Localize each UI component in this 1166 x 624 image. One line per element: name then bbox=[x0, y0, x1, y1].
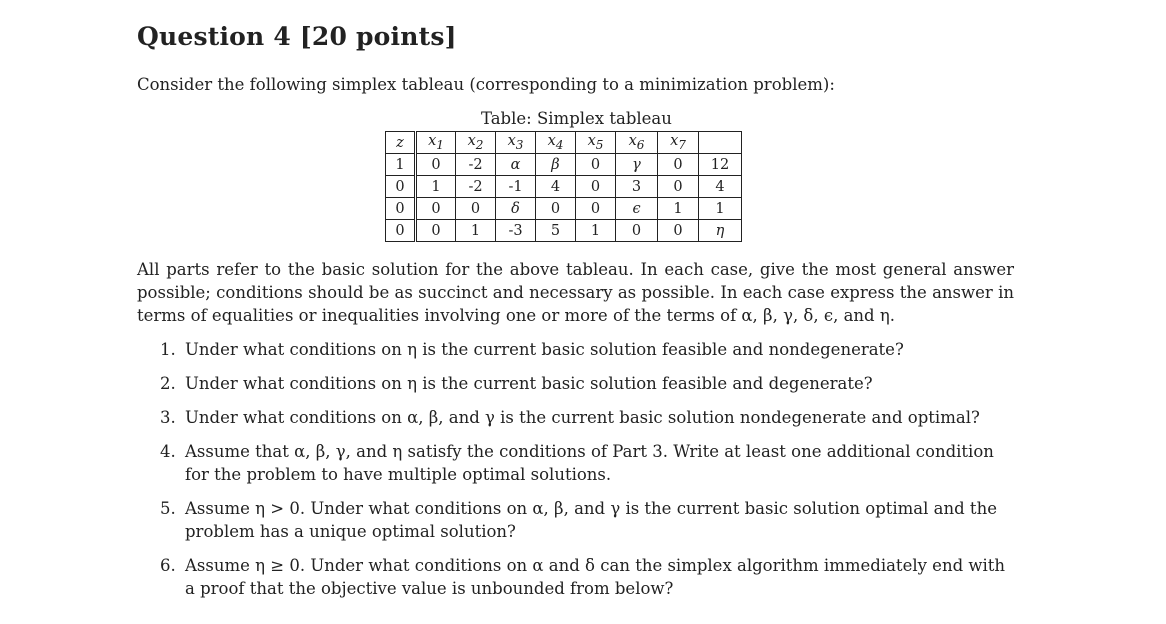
question-number: 4. bbox=[160, 442, 176, 461]
table-cell: 0 bbox=[416, 198, 456, 220]
question-number: 5. bbox=[160, 499, 176, 518]
table-cell: 0 bbox=[658, 154, 699, 176]
table-cell: 0 bbox=[658, 176, 699, 198]
table-cell: ϵ bbox=[616, 198, 658, 220]
table-cell: -1 bbox=[496, 176, 536, 198]
table-cell: 3 bbox=[616, 176, 658, 198]
table-cell: 1 bbox=[576, 220, 616, 242]
table-cell: 12 bbox=[699, 154, 742, 176]
table-cell: 0 bbox=[576, 176, 616, 198]
table-cell: 4 bbox=[536, 176, 576, 198]
table-caption: Table: Simplex tableau bbox=[481, 109, 672, 128]
table-cell: 1 bbox=[456, 220, 496, 242]
table-cell: 0 bbox=[386, 176, 416, 198]
table-cell: 0 bbox=[386, 220, 416, 242]
table-cell: 0 bbox=[536, 198, 576, 220]
table-cell: -2 bbox=[456, 176, 496, 198]
header-sub-x3: 3 bbox=[515, 137, 524, 152]
table-row bbox=[386, 220, 742, 242]
table-cell: -2 bbox=[456, 154, 496, 176]
question-number: 3. bbox=[160, 408, 176, 427]
question-text: Under what conditions on α, β, and γ is the current basic solution nondegenerate and optimal? bbox=[185, 408, 980, 427]
question-text: Assume η > 0. Under what conditions on α, β, and γ is the current basic solution optimal and the problem has a unique optimal solution? bbox=[185, 499, 997, 541]
table-cell: 0 bbox=[576, 198, 616, 220]
table-cell: α bbox=[496, 154, 536, 176]
list-item bbox=[160, 338, 1014, 361]
question-title: Question 4 [20 points] bbox=[137, 22, 457, 51]
question-text: Assume η ≥ 0. Under what conditions on α and δ can the simplex algorithm immediately end with a proof that the objective value is unbounded from below? bbox=[185, 556, 1006, 598]
header-sub-x5: 5 bbox=[595, 137, 604, 152]
question-text: Assume that α, β, γ, and η satisfy the conditions of Part 3. Write at least one additional condition for the problem to have multiple optimal solutions. bbox=[185, 442, 994, 484]
table-cell: 0 bbox=[658, 220, 699, 242]
header-sub-x2: 2 bbox=[475, 137, 484, 152]
header-cell-rhs bbox=[699, 132, 742, 154]
table-cell: 0 bbox=[416, 220, 456, 242]
header-cell-x7: $x_7$ bbox=[658, 132, 699, 154]
list-item bbox=[160, 406, 1014, 429]
header-sub-x6: 6 bbox=[636, 137, 645, 152]
table-row bbox=[386, 176, 742, 198]
table-cell: γ bbox=[616, 154, 658, 176]
table-cell: 4 bbox=[699, 176, 742, 198]
list-item bbox=[160, 497, 1014, 543]
simplex-tableau bbox=[385, 131, 742, 242]
header-sub-x4: 4 bbox=[555, 137, 564, 152]
table-cell: 5 bbox=[536, 220, 576, 242]
table-cell: η bbox=[699, 220, 742, 242]
question-text: Under what conditions on η is the current basic solution feasible and nondegenerate? bbox=[185, 340, 904, 359]
header-cell-x2: $x_2$ bbox=[456, 132, 496, 154]
table-cell: 0 bbox=[386, 198, 416, 220]
intro-text: Consider the following simplex tableau (corresponding to a minimization problem): bbox=[137, 75, 835, 94]
table-cell: 0 bbox=[456, 198, 496, 220]
header-cell-x1: $x_1$ bbox=[416, 132, 456, 154]
table-header-row bbox=[386, 132, 742, 154]
header-cell-x6: $x_6$ bbox=[616, 132, 658, 154]
header-sub-x7: 7 bbox=[678, 137, 686, 152]
table-cell: β bbox=[536, 154, 576, 176]
table-cell: 0 bbox=[416, 154, 456, 176]
question-text: Under what conditions on η is the current basic solution feasible and degenerate? bbox=[185, 374, 873, 393]
header-cell-x3: $x_3$ bbox=[496, 132, 536, 154]
question-number: 6. bbox=[160, 556, 176, 575]
list-item bbox=[160, 372, 1014, 395]
header-cell-x4: $x_4$ bbox=[536, 132, 576, 154]
list-item bbox=[160, 554, 1014, 600]
header-cell-z: z bbox=[386, 132, 416, 154]
instructions-paragraph: All parts refer to the basic solution for the above tableau. In each case, give the most general answer possible; conditions should be as succinct and necessary as possible. In each case express the answer in terms of equalities or inequalities involving one or more of the terms of α, β, γ, δ, ϵ, and η. bbox=[137, 260, 1014, 325]
table-row bbox=[386, 154, 742, 176]
table-cell: 1 bbox=[386, 154, 416, 176]
table-cell: 0 bbox=[616, 220, 658, 242]
table-cell: 0 bbox=[576, 154, 616, 176]
question-number: 2. bbox=[160, 374, 176, 393]
table-cell: δ bbox=[496, 198, 536, 220]
list-item bbox=[160, 440, 1014, 486]
header-sub-x1: 1 bbox=[436, 137, 444, 152]
header-cell-x5: $x_5$ bbox=[576, 132, 616, 154]
table-cell: 1 bbox=[416, 176, 456, 198]
table-row bbox=[386, 198, 742, 220]
question-number: 1. bbox=[160, 340, 176, 359]
table-cell: -3 bbox=[496, 220, 536, 242]
table-cell: 1 bbox=[658, 198, 699, 220]
table-cell: 1 bbox=[699, 198, 742, 220]
